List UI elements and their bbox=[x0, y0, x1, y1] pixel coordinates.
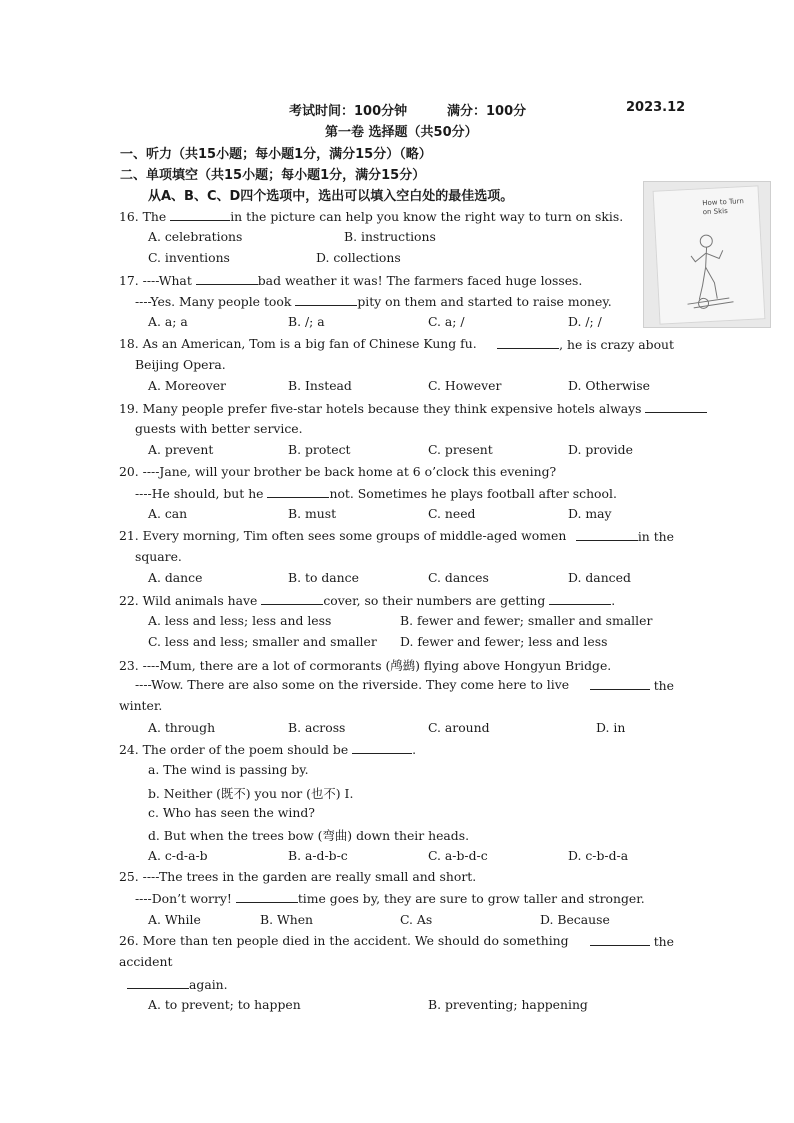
q16-option-c[interactable]: C. inventions bbox=[148, 250, 230, 265]
answer-blank[interactable] bbox=[645, 400, 707, 413]
volume-title: 第一卷 选择题（共50分） bbox=[325, 125, 478, 140]
question-17-line-1: 17. ----What bad weather it was! The farmers faced huge losses. bbox=[119, 273, 583, 288]
answer-blank[interactable] bbox=[590, 677, 650, 690]
question-21-line-1: 21. Every morning, Tim often sees some groups of middle-aged women in the bbox=[119, 528, 674, 544]
q18-option-a[interactable]: A. Moreover bbox=[148, 378, 226, 393]
exam-date: 2023.12 bbox=[626, 100, 686, 115]
q22-option-a[interactable]: A. less and less; less and less bbox=[148, 613, 332, 628]
q16-option-a[interactable]: A. celebrations bbox=[148, 229, 243, 244]
question-24-line-1: 24. The order of the poem should be . bbox=[119, 742, 417, 757]
q19-option-d[interactable]: D. provide bbox=[568, 442, 633, 457]
question-19-line-1: 19. Many people prefer five-star hotels because they think expensive hotels always bbox=[119, 400, 707, 416]
question-23-line-1: 23. ----Mum, there are a lot of cormorants (鸬鹚) flying above Hongyun Bridge. bbox=[119, 658, 612, 673]
q20-option-b[interactable]: B. must bbox=[288, 506, 337, 521]
question-22-line-1: 22. Wild animals have cover, so their numbers are getting . bbox=[119, 593, 616, 608]
q25-option-a[interactable]: A. While bbox=[148, 912, 201, 927]
q17-option-b[interactable]: B. /; a bbox=[288, 314, 325, 329]
answer-blank[interactable] bbox=[352, 741, 412, 754]
question-26-line-1: 26. More than ten people died in the accident. We should do something the bbox=[119, 933, 674, 949]
ski-instruction-picture bbox=[643, 181, 771, 328]
q16-option-d[interactable]: D. collections bbox=[316, 250, 401, 265]
q21-option-a[interactable]: A. dance bbox=[148, 570, 203, 585]
q24-option-d[interactable]: D. c-b-d-a bbox=[568, 848, 629, 863]
answer-blank[interactable] bbox=[549, 592, 611, 605]
q24-option-c[interactable]: C. a-b-d-c bbox=[428, 848, 488, 863]
poem-line-d: d. But when the trees bow (弯曲) down their heads. bbox=[148, 828, 470, 843]
q21-option-d[interactable]: D. danced bbox=[568, 570, 631, 585]
poem-line-a: a. The wind is passing by. bbox=[148, 762, 309, 777]
q22-option-d[interactable]: D. fewer and fewer; less and less bbox=[400, 634, 608, 649]
q18-option-d[interactable]: D. Otherwise bbox=[568, 378, 651, 393]
full-score: 满分：100分 bbox=[447, 104, 527, 119]
question-23-line-2: ----Wow. There are also some on the riverside. They come here to live the bbox=[135, 677, 674, 693]
question-16: 16. The in the picture can help you know the right way to turn on skis. bbox=[119, 209, 624, 224]
question-17-line-2: ----Yes. Many people took pity on them and started to raise money. bbox=[135, 294, 612, 309]
question-25-line-1: 25. ----The trees in the garden are really small and short. bbox=[119, 869, 477, 884]
answer-blank[interactable] bbox=[295, 293, 357, 306]
answer-blank[interactable] bbox=[170, 208, 230, 221]
poem-line-c: c. Who has seen the wind? bbox=[148, 805, 315, 820]
q25-option-d[interactable]: D. Because bbox=[540, 912, 610, 927]
q24-option-b[interactable]: B. a-d-b-c bbox=[288, 848, 348, 863]
exam-time: 考试时间：100分钟 bbox=[289, 104, 408, 119]
section-instruction: 从A、B、C、D四个选项中，选出可以填入空白处的最佳选项。 bbox=[148, 189, 514, 204]
q22-option-b[interactable]: B. fewer and fewer; smaller and smaller bbox=[400, 613, 653, 628]
q25-option-c[interactable]: C. As bbox=[400, 912, 433, 927]
answer-blank[interactable] bbox=[196, 272, 258, 285]
answer-blank[interactable] bbox=[497, 336, 559, 349]
q20-option-d[interactable]: D. may bbox=[568, 506, 612, 521]
question-21-line-2: square. bbox=[135, 549, 182, 564]
section-listening: 一、听力（共15小题；每小题1分，满分15分）（略） bbox=[120, 147, 432, 162]
skier-sketch-icon bbox=[654, 186, 765, 323]
q23-option-d[interactable]: D. in bbox=[596, 720, 626, 735]
q18-option-c[interactable]: C. However bbox=[428, 378, 502, 393]
q24-option-a[interactable]: A. c-d-a-b bbox=[148, 848, 208, 863]
question-18-line-2: Beijing Opera. bbox=[135, 357, 226, 372]
q26-option-a[interactable]: A. to prevent; to happen bbox=[148, 997, 301, 1012]
question-19-line-2: guests with better service. bbox=[135, 421, 303, 436]
q21-option-b[interactable]: B. to dance bbox=[288, 570, 359, 585]
question-26-line-3: again. bbox=[127, 976, 228, 992]
answer-blank[interactable] bbox=[127, 976, 189, 989]
q25-option-b[interactable]: B. When bbox=[260, 912, 314, 927]
poem-line-b: b. Neither (既不) you nor (也不) I. bbox=[148, 786, 354, 801]
q18-option-b[interactable]: B. Instead bbox=[288, 378, 352, 393]
section-single-choice: 二、单项填空（共15小题；每小题1分，满分15分） bbox=[120, 168, 426, 183]
q23-option-c[interactable]: C. around bbox=[428, 720, 490, 735]
figure-caption: How to Turn on Skis bbox=[702, 197, 745, 217]
answer-blank[interactable] bbox=[576, 528, 638, 541]
question-23-line-3: winter. bbox=[119, 698, 163, 713]
q17-option-c[interactable]: C. a; / bbox=[428, 314, 465, 329]
q20-option-a[interactable]: A. can bbox=[148, 506, 188, 521]
q19-option-b[interactable]: B. protect bbox=[288, 442, 351, 457]
q16-option-b[interactable]: B. instructions bbox=[344, 229, 436, 244]
answer-blank[interactable] bbox=[267, 485, 329, 498]
q21-option-c[interactable]: C. dances bbox=[428, 570, 489, 585]
answer-blank[interactable] bbox=[236, 890, 298, 903]
question-20-line-2: ----He should, but he not. Sometimes he plays football after school. bbox=[135, 486, 617, 501]
answer-blank[interactable] bbox=[590, 933, 650, 946]
q19-option-a[interactable]: A. prevent bbox=[148, 442, 214, 457]
q20-option-c[interactable]: C. need bbox=[428, 506, 476, 521]
q22-option-c[interactable]: C. less and less; smaller and smaller bbox=[148, 634, 377, 649]
q23-option-b[interactable]: B. across bbox=[288, 720, 346, 735]
q19-option-c[interactable]: C. present bbox=[428, 442, 493, 457]
q23-option-a[interactable]: A. through bbox=[148, 720, 216, 735]
question-26-line-2: accident bbox=[119, 954, 173, 969]
q26-option-b[interactable]: B. preventing; happening bbox=[428, 997, 588, 1012]
q17-option-d[interactable]: D. /; / bbox=[568, 314, 602, 329]
question-18-line-1: 18. As an American, Tom is a big fan of Chinese Kung fu. , he is crazy about bbox=[119, 336, 674, 352]
q17-option-a[interactable]: A. a; a bbox=[148, 314, 188, 329]
answer-blank[interactable] bbox=[261, 592, 323, 605]
question-25-line-2: ----Don’t worry! time goes by, they are sure to grow taller and stronger. bbox=[135, 891, 645, 906]
question-20-line-1: 20. ----Jane, will your brother be back home at 6 o’clock this evening? bbox=[119, 464, 557, 479]
